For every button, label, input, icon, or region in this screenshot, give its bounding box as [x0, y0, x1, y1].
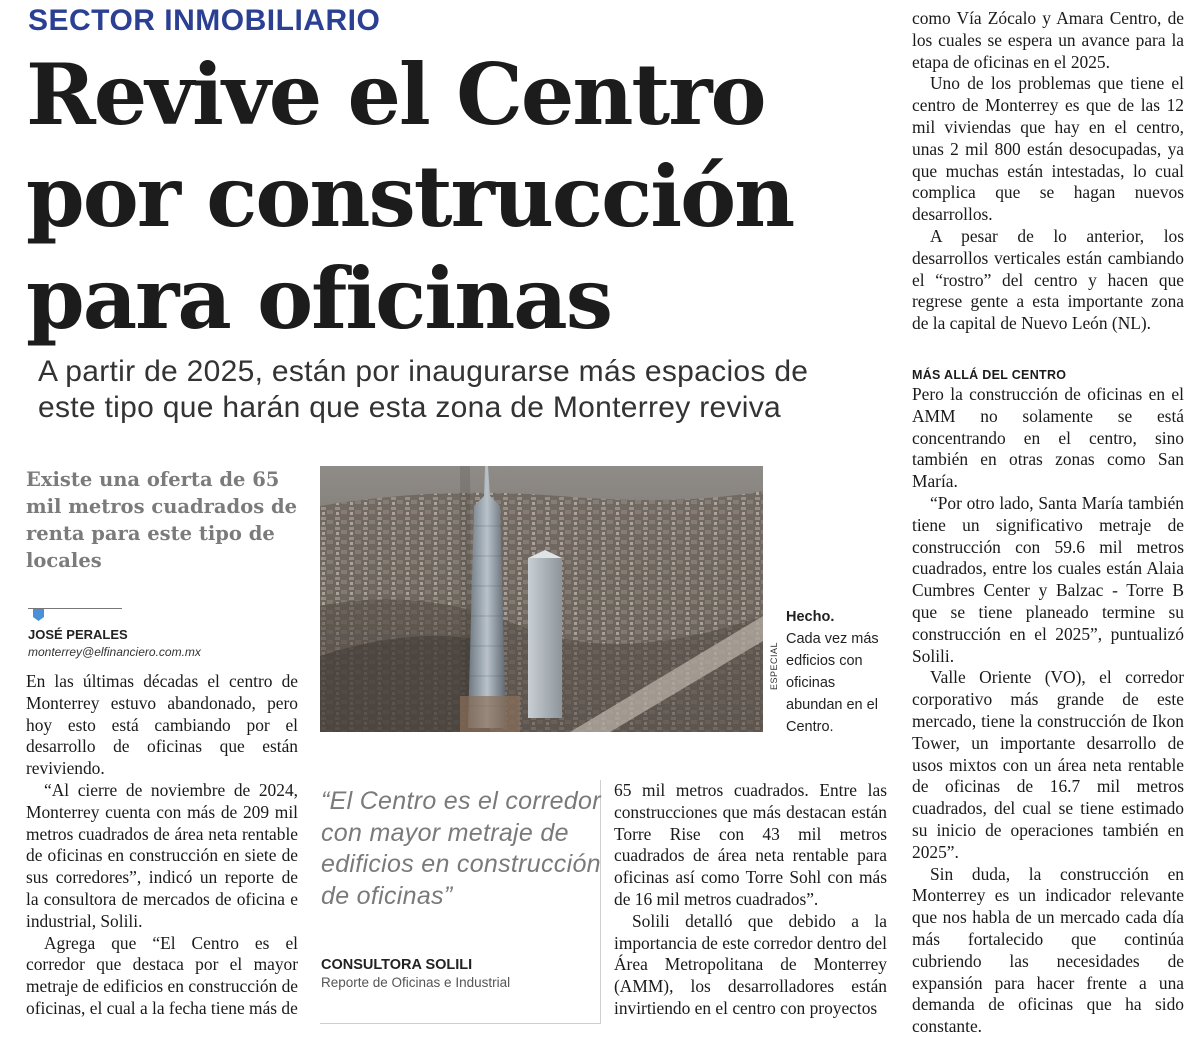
paragraph: Valle Oriente (VO), el corredor corporativo más grande de este mercado, tiene la construcción de Ikon Tower, un importante desarrollo de usos mixtos con un área neta rentable de oficinas de 16.7 mil metros cuadrados, del cual se tiene estimado su inicio de operaciones también en 2025”. [912, 667, 1184, 862]
body-column-3-continued [912, 366, 1184, 1038]
headline-line-3: para oficinas [26, 249, 612, 348]
paragraph: como Vía Zócalo y Amara Centro, de los cuales se espera un avance para la etapa de oficinas en el 2025. [912, 8, 1184, 72]
body-column-2 [614, 780, 887, 1020]
aerial-photo [320, 466, 763, 732]
headline-line-2: por construcción [26, 147, 794, 246]
author-name: JOSÉ PERALES [28, 627, 128, 642]
paragraph: “Al cierre de noviembre de 2024, Monterrey cuenta con más de 209 mil metros cuadrados de área neta rentable de oficinas en construcción en siete de sus corredores”, indicó un reporte de la consultora de mercados de oficina e industrial, Solili. [26, 779, 298, 931]
author-email[interactable]: monterrey@elfinanciero.com.mx [28, 645, 201, 659]
paragraph: Uno de los problemas que tiene el centro de Monterrey es que de las 12 mil viviendas que hay en el centro, unas 2 mil 800 están desocupadas, ya que muchas están intestadas, lo cual complica que se hagan nuevos desarrollos. [912, 73, 1184, 225]
caption-text: Cada vez más edficios con oficinas abundan en el Centro. [786, 631, 879, 735]
caption-lead: Hecho. [786, 609, 835, 625]
photo-caption [786, 606, 886, 738]
body-column-3 [912, 8, 1184, 335]
paragraph: Sin duda, la construcción en Monterrey es un indicador relevante que nos habla de un mercado cada día más fortalecido que continúa cubriendo las necesidades de expansión para hacer frente a una demanda de oficinas que ha sido constante. [912, 863, 1184, 1037]
section-label: SECTOR INMOBILIARIO [28, 4, 381, 37]
quote-source-detail: Reporte de Oficinas e Industrial [321, 975, 511, 990]
paragraph: A pesar de lo anterior, los desarrollos verticales están cambiando el “rostro” del centro y hacen que regrese gente a esta importante zona de la capital de Nuevo León (NL). [912, 225, 1184, 334]
paragraph: 65 mil metros cuadrados. Entre las construcciones que más destacan están Torre Rise con 43 mil metros cuadrados de área neta rentable para oficinas así como Torre Sohl con más de 16 mil metros cuadrados”. [614, 780, 887, 909]
subheadline: A partir de 2025, están por inaugurarse más espacios de este tipo que harán que esta zona de Monterrey reviva [38, 355, 809, 424]
section-subtitle: MÁS ALLÁ DEL CENTRO [912, 368, 1067, 382]
paragraph: En las últimas décadas el centro de Monterrey estuvo abandonado, pero hoy esto está cambiando por el desarrollo de oficinas que están reviviendo. [26, 671, 298, 779]
pull-quote-left: Existe una oferta de 65 mil metros cuadrados de renta para este tipo de locales [26, 468, 298, 572]
paragraph: Solili detalló que debido a la importancia de este corredor dentro del Área Metropolitana de Monterrey (AMM), los desarrolladores están invirtiendo en el centro con proyectos [614, 910, 887, 1018]
city-skyline-image [320, 466, 763, 732]
quote-source: CONSULTORA SOLILI [321, 957, 473, 973]
pull-quote: “El Centro es el corredor con mayor metraje de edificios en construcción de oficinas” [321, 787, 601, 910]
body-column-1 [26, 671, 298, 1020]
headline [26, 44, 886, 350]
author-marker-icon [33, 609, 44, 621]
paragraph: “Por otro lado, Santa María también tiene un significativo metraje de construcción con 59.6 mil metros cuadrados, entre los cuales están Alaia Cumbres Center y Balzac - Torre B que se tiene planeado termine su construcción en el 2025”, puntualizó Solili. [912, 492, 1184, 666]
paragraph: Pero la construcción de oficinas en el AMM no solamente se está concentrando en el centro, sino también en otras zonas como San María. [912, 384, 1184, 492]
headline-line-1: Revive el Centro [26, 45, 765, 144]
paragraph: Agrega que “El Centro es el corredor que destaca por el mayor metraje de edificios en construcción de oficinas, el cual a la fecha tiene más de [26, 932, 298, 1018]
photo-credit: ESPECIAL [769, 641, 779, 690]
